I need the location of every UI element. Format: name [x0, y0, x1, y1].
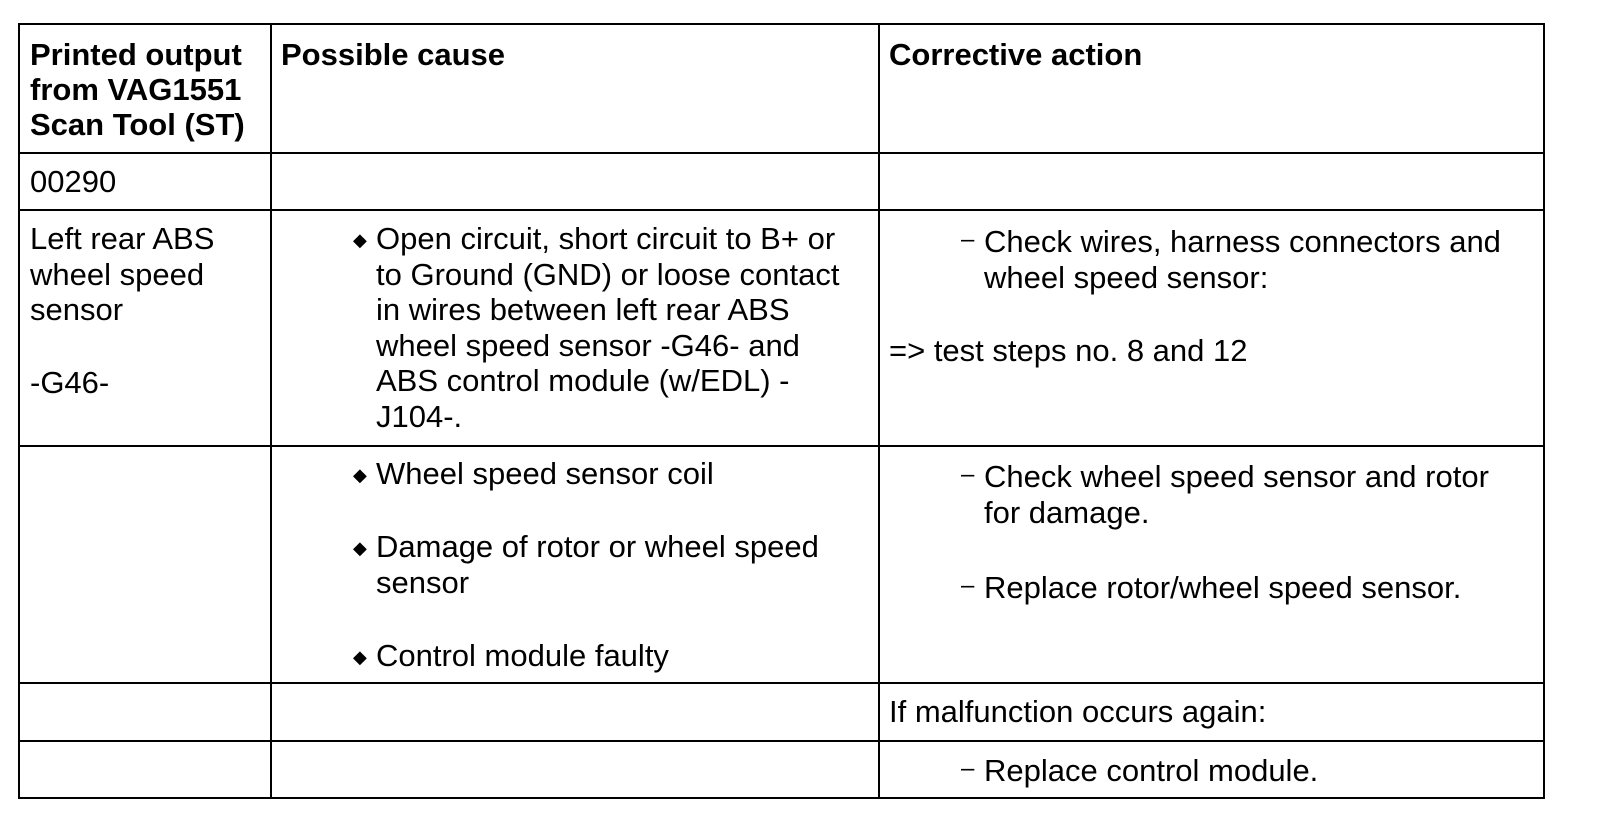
row-divider: [20, 740, 1543, 742]
row-divider: [20, 445, 1543, 447]
row-divider: [20, 209, 1543, 211]
row-divider: [20, 682, 1543, 684]
header-corrective-action: Corrective action: [889, 37, 1143, 72]
dash-icon: –: [961, 755, 975, 782]
bullet-icon: ◆: [353, 465, 367, 485]
action-replace-control-module: Replace control module.: [984, 753, 1319, 788]
bullet-icon: ◆: [353, 230, 367, 250]
bullet-icon: ◆: [353, 647, 367, 667]
diagnostic-table: [18, 23, 1545, 799]
dash-icon: –: [961, 226, 975, 253]
malfunction-note: If malfunction occurs again:: [889, 694, 1267, 729]
action-check-wires: Check wires, harness connectors and wheel speed sensor:: [984, 224, 1501, 295]
cause-control-module: Control module faulty: [376, 638, 669, 673]
fault-code: 00290: [30, 164, 117, 199]
bullet-icon: ◆: [353, 538, 367, 558]
component-name: Left rear ABS wheel speed sensor: [30, 221, 215, 327]
cause-rotor-damage: Damage of rotor or wheel speed sensor: [376, 529, 819, 600]
cause-open-circuit: Open circuit, short circuit to B+ or to Ground (GND) or loose contact in wires between left rear ABS wheel speed sensor -G46- and ABS control module (w/EDL) - J104-.: [376, 221, 840, 434]
component-part-id: -G46-: [30, 365, 110, 400]
action-replace-rotor: Replace rotor/wheel speed sensor.: [984, 570, 1462, 605]
header-printed-output: Printed output from VAG1551 Scan Tool (ST): [30, 37, 245, 142]
action-check-sensor-rotor: Check wheel speed sensor and rotor for damage.: [984, 459, 1489, 530]
cause-sensor-coil: Wheel speed sensor coil: [376, 456, 714, 491]
dash-icon: –: [961, 572, 975, 599]
header-possible-cause: Possible cause: [281, 37, 506, 72]
dash-icon: –: [961, 461, 975, 488]
test-steps-reference: => test steps no. 8 and 12: [889, 333, 1248, 368]
row-divider: [20, 152, 1543, 154]
